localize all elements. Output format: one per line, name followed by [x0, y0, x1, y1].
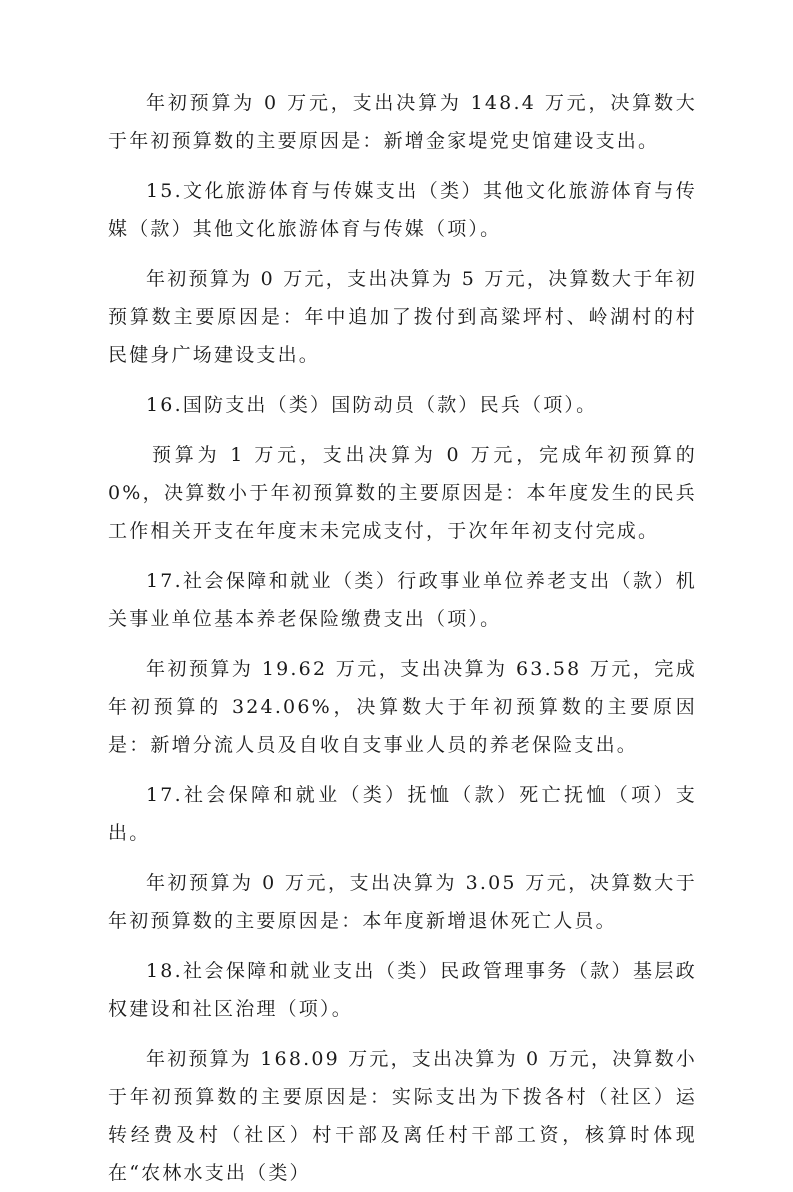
heading-18-social-security-civil-affairs: 18.社会保障和就业支出（类）民政管理事务（款）基层政权建设和社区治理（项）。 — [108, 960, 697, 1020]
paragraph-budget-pension: 年初预算为 19.62 万元，支出决算为 63.58 万元，完成年初预算的 324.06%，决算数大于年初预算数的主要原因是：新增分流人员及自收自支事业人员的养老保险支出。 — [108, 658, 697, 756]
heading-17-social-security-death-pension: 17.社会保障和就业（类）抚恤（款）死亡抚恤（项）支出。 — [108, 784, 697, 844]
paragraph-budget-fitness-square: 年初预算为 0 万元，支出决算为 5 万元，决算数大于年初预算数主要原因是：年中追加了拨付到高粱坪村、岭湖村的村民健身广场建设支出。 — [108, 268, 697, 366]
paragraph-budget-party-history-hall: 年初预算为 0 万元，支出决算为 148.4 万元，决算数大于年初预算数的主要原因是：新增金家堤党史馆建设支出。 — [108, 92, 697, 152]
heading-16-national-defense: 16.国防支出（类）国防动员（款）民兵（项）。 — [146, 394, 598, 416]
heading-15-culture-tourism: 15.文化旅游体育与传媒支出（类）其他文化旅游体育与传媒（款）其他文化旅游体育与传媒（项）。 — [108, 180, 697, 240]
paragraph-budget-militia: 预算为 1 万元，支出决算为 0 万元，完成年初预算的 0%，决算数小于年初预算数的主要原因是：本年度发生的民兵工作相关开支在年度末未完成支付，于次年年初支付完成。 — [108, 444, 697, 542]
paragraph-budget-death-pension: 年初预算为 0 万元，支出决算为 3.05 万元，决算数大于年初预算数的主要原因是：本年度新增退休死亡人员。 — [108, 872, 697, 932]
paragraph-budget-community-governance: 年初预算为 168.09 万元，支出决算为 0 万元，决算数小于年初预算数的主要原因是：实际支出为下拨各村（社区）运转经费及村（社区）村干部及离任村干部工资，核算时体现在“农林水支出（类） — [108, 1048, 697, 1184]
heading-17-social-security-pension: 17.社会保障和就业（类）行政事业单位养老支出（款）机关事业单位基本养老保险缴费支出（项）。 — [108, 570, 697, 630]
